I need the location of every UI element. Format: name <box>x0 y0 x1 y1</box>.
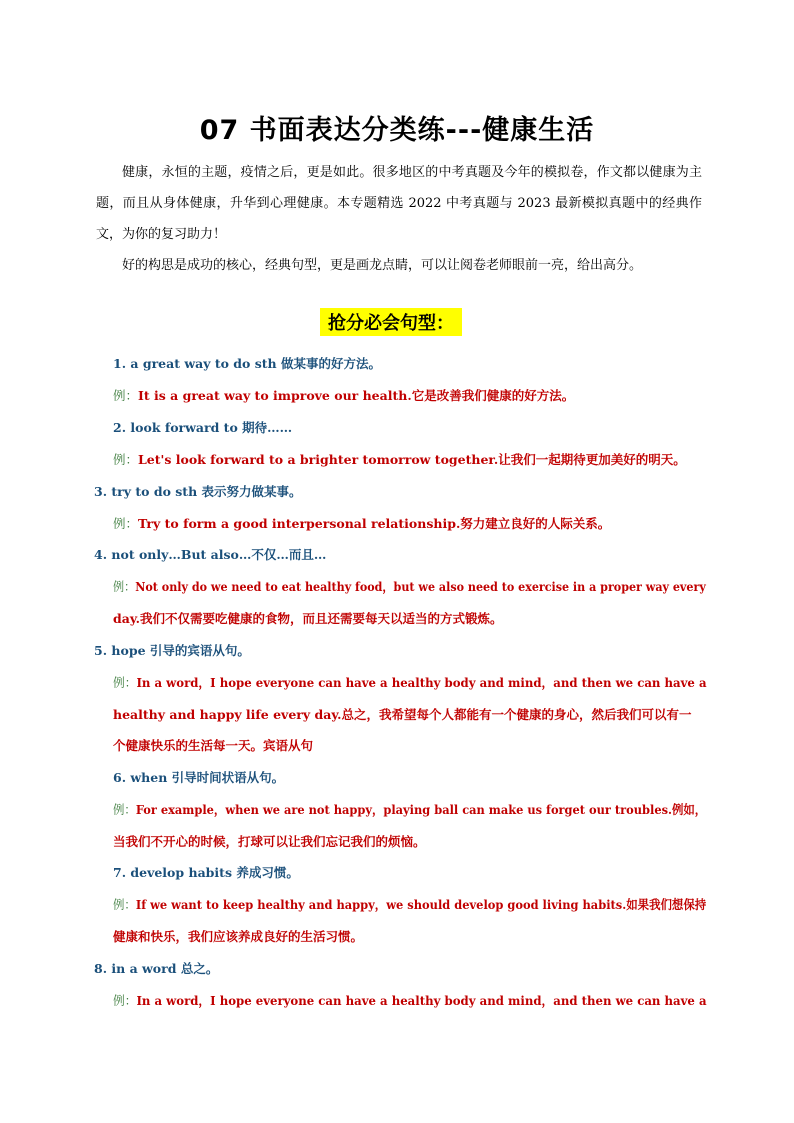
intro-text-2: 好的构思是成功的核心，经典句型，更是画龙点睛，可以让阅卷老师眼前一亮，给出高分。 <box>122 258 643 273</box>
example-text: 健康和快乐，我们应该养成良好的生活习惯。 <box>113 929 364 944</box>
example-label: 例： <box>113 897 136 912</box>
item-heading: 8. in a word 总之。 <box>94 961 219 976</box>
example-label: 例： <box>113 993 137 1008</box>
page-title: 07 书面表达分类练---健康生活 <box>199 115 595 146</box>
section-banner: 抢分必会句型： <box>320 308 462 336</box>
example-label: 例： <box>113 452 139 467</box>
example-line <box>113 514 610 532</box>
item-heading: 2. look forward to 期待…… <box>113 420 293 435</box>
intro-paragraph <box>96 157 702 281</box>
item-heading: 5. hope 引导的宾语从句。 <box>94 643 250 658</box>
example-label: 例： <box>113 802 136 817</box>
example-line <box>113 895 706 913</box>
intro-text-1: 健康，永恒的主题，疫情之后，更是如此。很多地区的中考真题及今年的模拟卷，作文都以健康为主题，而且从身体健康，升华到心理健康。本专题精选 2022 中考真题与 2023 最新模拟真题中的经典作文，为你的复习助力！ <box>96 165 702 242</box>
example-line <box>113 577 706 595</box>
example-label: 例： <box>113 516 139 531</box>
item-heading: 1. a great way to do sth 做某事的好方法。 <box>113 356 381 371</box>
example-label: 例： <box>113 579 136 594</box>
item-heading: 6. when 引导时间状语从句。 <box>113 770 285 785</box>
example-text: 当我们不开心的时候，打球可以让我们忘记我们的烦恼。 <box>113 834 426 849</box>
item-heading: 3. try to do sth 表示努力做某事。 <box>94 484 302 499</box>
example-text: day.我们不仅需要吃健康的食物，而且还需要每天以适当的方式锻炼。 <box>113 611 503 626</box>
example-label: 例： <box>113 675 137 690</box>
example-text: healthy and happy life every day.总之，我希望每个人都能有一个健康的身心，然后我们可以有一 <box>113 707 692 722</box>
example-text: In a word，I hope everyone can have a healthy body and mind，and then we can have a <box>136 675 707 690</box>
example-text: Let's look forward to a brighter tomorrow together.让我们一起期待更加美好的明天。 <box>138 452 686 467</box>
example-line <box>113 386 574 404</box>
example-line <box>113 450 686 468</box>
example-label: 例： <box>113 388 139 403</box>
example-text: Try to form a good interpersonal relationship.努力建立良好的人际关系。 <box>138 516 611 531</box>
item-heading: 4. not only…But also…不仅…而且… <box>94 547 327 562</box>
example-text: For example，when we are not happy，playing ball can make us forget our troubles.例如， <box>135 802 707 817</box>
example-text: It is a great way to improve our health.它是改善我们健康的好方法。 <box>138 388 575 403</box>
example-text: In a word，I hope everyone can have a healthy body and mind，and then we can have a <box>136 993 707 1008</box>
example-text: If we want to keep healthy and happy，we should develop good living habits.如果我们想保持 <box>135 897 707 912</box>
example-line <box>113 991 707 1009</box>
example-text: 个健康快乐的生活每一天。宾语从句 <box>113 738 314 753</box>
item-heading: 7. develop habits 养成习惯。 <box>113 865 299 880</box>
example-text: Not only do we need to eat healthy food，but we also need to exercise in a proper way every <box>135 579 706 594</box>
example-line <box>113 673 707 691</box>
example-line <box>113 800 706 818</box>
